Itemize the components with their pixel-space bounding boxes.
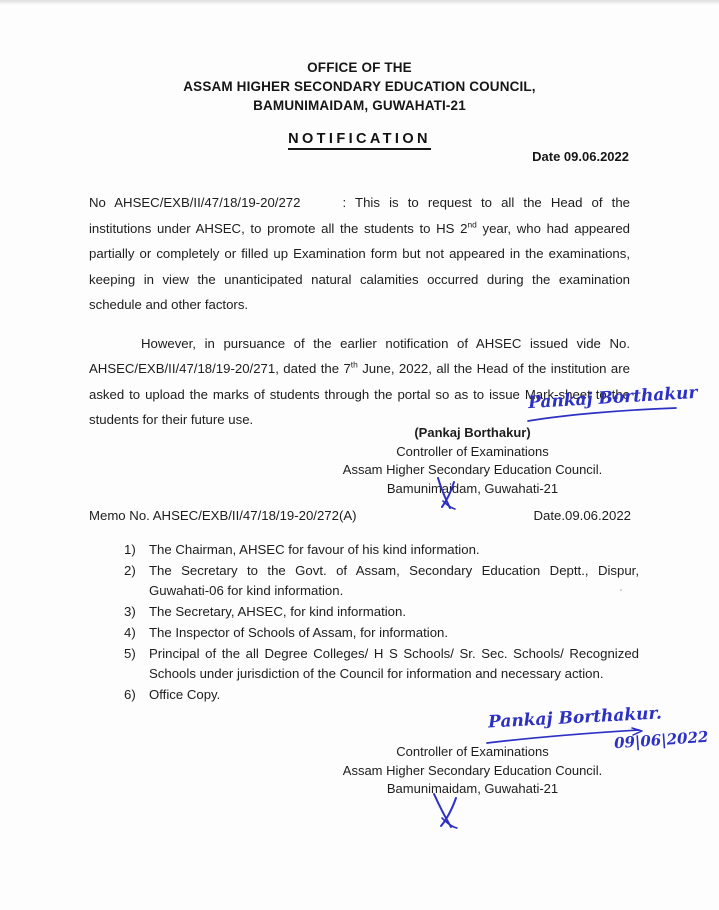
document-title [0,130,719,148]
list-item [124,623,639,643]
list-item [124,685,639,705]
list-item-number: 6) [124,687,136,702]
list-item-text: The Inspector of Schools of Assam, for information. [149,625,449,640]
signatory-designation-bottom: Controller of Examinations [396,744,549,759]
handwritten-signature-top: Pankaj Borthakur [527,382,699,414]
paragraph-1-text-a: : This is to request to all the Head of the institutions under AHSEC, to promote all the students to HS 2 [89,195,630,236]
signature-block-bottom [300,743,645,799]
list-item-number: 3) [124,604,136,619]
signatory-organisation-bottom: Assam Higher Secondary Education Council. [342,762,603,778]
list-item [124,602,639,622]
list-item-text: The Secretary, AHSEC, for kind information. [149,604,407,619]
memo-date: Date.09.06.2022 [533,508,631,523]
signatory-name-top: (Pankaj Borthakur) [414,425,531,440]
list-item-number: 5) [124,646,136,661]
list-item [124,540,639,560]
handwritten-signature-bottom: Pankaj Borthakur. [487,703,663,733]
signatory-organisation-top: Assam Higher Secondary Education Council. [342,462,603,477]
notification-heading: NOTIFICATION [288,131,431,150]
list-item [124,644,639,684]
list-item-text: The Chairman, AHSEC for favour of his kind information. [149,542,480,557]
signatory-designation-top: Controller of Examinations [396,443,549,459]
letterhead [0,58,719,115]
page-top-shadow [0,0,719,5]
list-item-number: 2) [124,563,136,578]
list-item [124,561,639,601]
handwritten-date-bottom: 09|06|2022 [613,727,709,753]
paragraph-2-text-b: June, 2022, all the Head of the institution are asked to upload the marks of students through the portal so as to issue Mark-sheet to the students for their future use. [89,361,630,427]
notification-date: Date 09.06.2022 [532,149,629,164]
paragraph-2-text-a: However, in pursuance of the earlier notification of AHSEC issued vide No. AHSEC/EXB/II/47/18/19-20/271, dated the 7 [89,335,630,376]
office-line-3: BAMUNIMAIDAM, GUWAHATI-21 [253,98,466,113]
paragraph-1 [89,190,630,318]
office-line-1: OFFICE OF THE [307,60,412,75]
memo-number: Memo No. AHSEC/EXB/II/47/18/19-20/272(A) [89,508,357,523]
signatory-address-top: Bamunimaidam, Guwahati-21 [386,480,559,496]
paragraph-1-text-b: year, who had appeared partially or completely or filled up Examination form but not appeared in the examinations, keeping in view the unanticipated natural calamities occurred during the examination schedule and other factors. [89,220,630,312]
paragraph-2-superscript: th [350,359,358,370]
document-body [89,190,630,446]
paragraph-2 [89,331,630,433]
signatory-address-bottom: Bamunimaidam, Guwahati-21 [386,781,559,796]
office-line-2: ASSAM HIGHER SECONDARY EDUCATION COUNCIL, [183,79,536,94]
signature-block-top [300,424,645,498]
list-item-text: The Secretary to the Govt. of Assam, Secondary Education Deptt., Dispur, Guwahati-06 for kind information. [149,563,639,598]
list-item-number: 4) [124,625,136,640]
list-item-text: Office Copy. [149,687,221,702]
list-item-text: Principal of the all Degree Colleges/ H S Schools/ Sr. Sec. Schools/ Recognized Schools under jurisdiction of the Council for information and necessary action. [149,646,639,681]
reference-number: No AHSEC/EXB/II/47/18/19-20/272 [89,195,301,210]
memo-distribution-list [124,540,639,706]
scan-speck [620,589,622,591]
list-item-number: 1) [124,542,136,557]
paragraph-1-superscript: nd [467,219,477,230]
